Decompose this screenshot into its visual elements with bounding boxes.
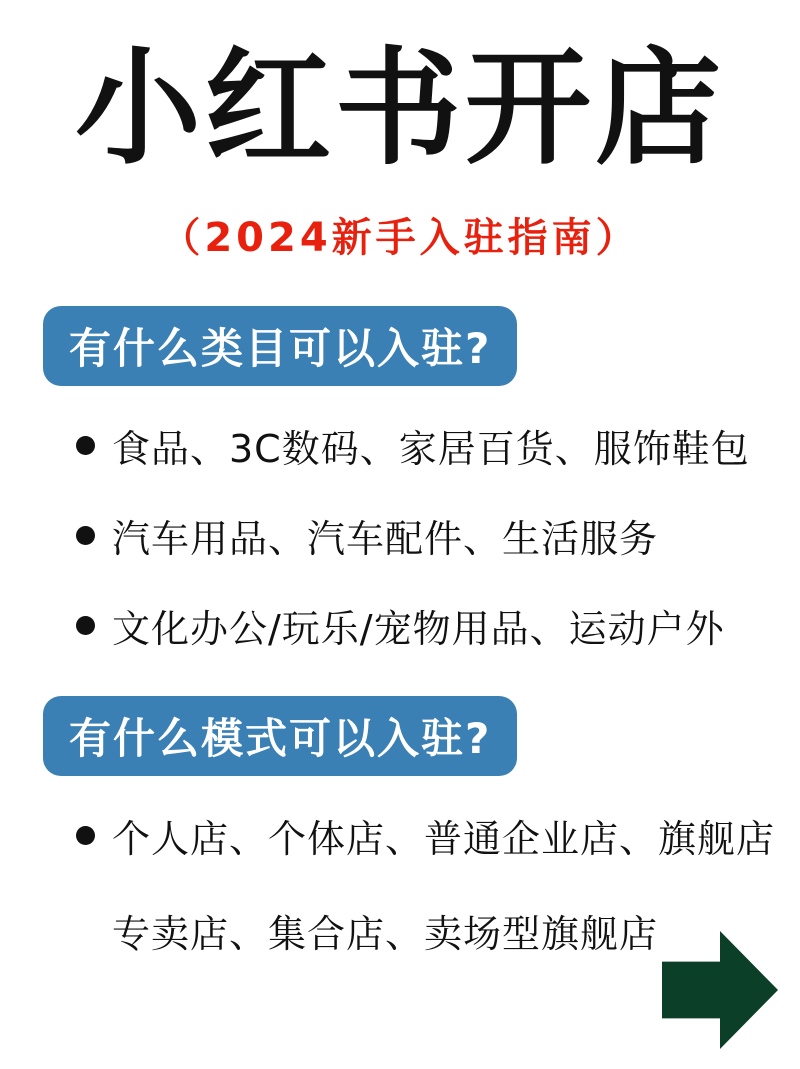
page-title: 小红书开店 xyxy=(75,35,725,182)
bullet-dot-icon xyxy=(76,436,95,455)
list-item xyxy=(0,400,800,490)
bullet-dot-icon xyxy=(76,616,95,635)
list-item-text: 汽车用品、汽车配件、生活服务 xyxy=(112,516,659,561)
list-item-text: 食品、3C数码、家居百货、服饰鞋包 xyxy=(112,426,750,471)
bullet-dot-icon xyxy=(76,826,95,845)
list-item-text: 个人店、个体店、普通企业店、旗舰店 xyxy=(112,816,776,861)
list-item xyxy=(0,790,800,880)
bullet-dot-icon xyxy=(76,526,95,545)
page-subtitle: （2024新手入驻指南） xyxy=(160,215,640,261)
list-item xyxy=(0,490,800,580)
list-item xyxy=(0,580,800,670)
list-item-continuation xyxy=(0,885,800,975)
list-item-text: 文化办公/玩乐/宠物用品、运动户外 xyxy=(112,606,725,651)
section-header-categories: 有什么类目可以入驻? xyxy=(43,306,517,386)
section-header-modes: 有什么模式可以入驻? xyxy=(43,696,517,776)
list-item-text: 专卖店、集合店、卖场型旗舰店 xyxy=(112,911,659,956)
